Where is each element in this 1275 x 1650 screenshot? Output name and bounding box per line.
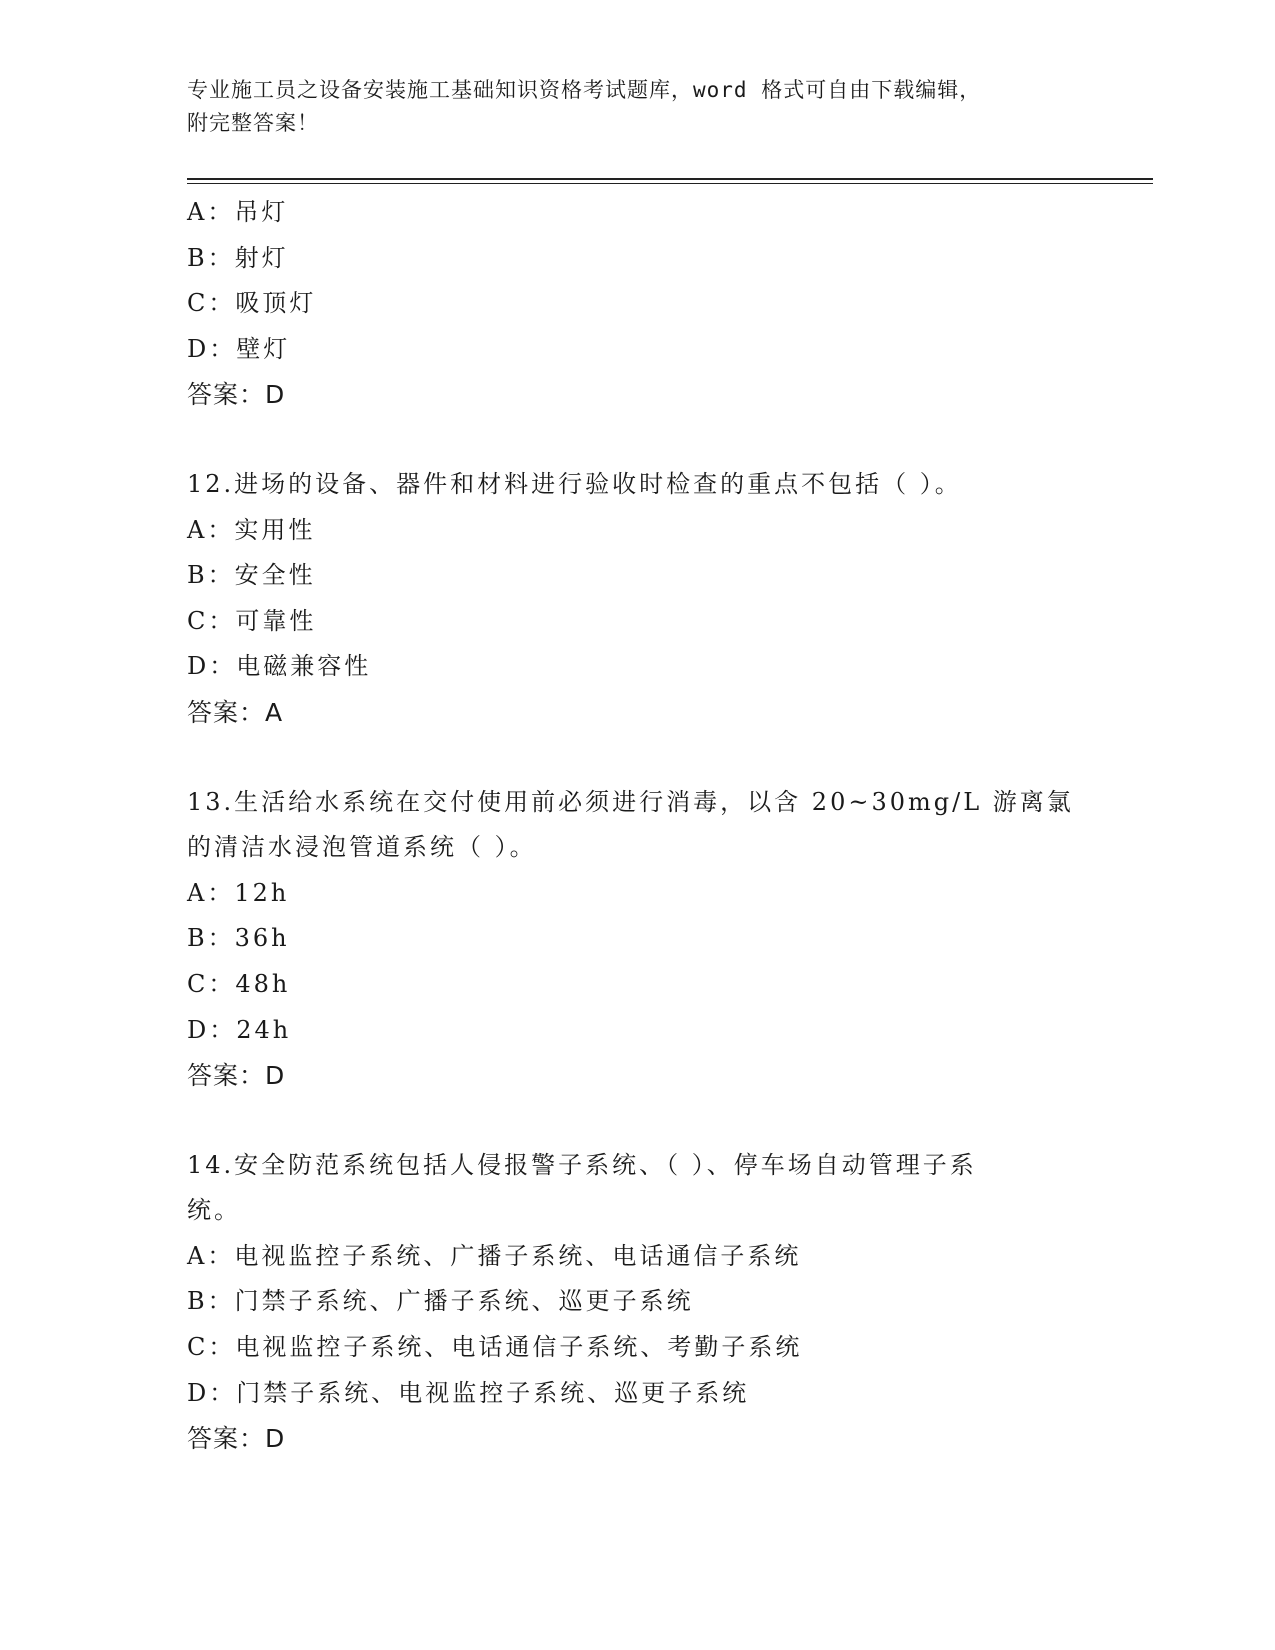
option-d: D：24h [187,1015,292,1044]
answer: 答案：D [187,1424,286,1454]
option-a: A：实用性 [187,515,316,544]
option-a: A：吊灯 [187,198,289,226]
question-11-continued [187,190,1087,418]
question-14 [187,1143,1087,1462]
answer: 答案：D [187,380,286,410]
spacer [187,1099,1087,1143]
header-line-2: 附完整答案！ [187,111,319,135]
option-a: A：12h [187,878,290,907]
option-b: B：安全性 [187,561,316,590]
option-c: C：48h [187,969,291,998]
document-header [187,74,1087,140]
question-13 [187,780,1087,1099]
question-text: 12.进场的设备、器件和材料进行验收时检查的重点不包括（ ）。 [187,469,962,498]
header-line-1: 专业施工员之设备安装施工基础知识资格考试题库，word 格式可自由下载编辑， [187,78,982,102]
option-a: A：电视监控子系统、广播子系统、电话通信子系统 [187,1241,802,1270]
header-divider-thick [187,178,1153,180]
question-text-continued: 的清洁水浸泡管道系统（ ）。 [187,833,537,862]
question-12 [187,462,1087,736]
question-text: 14.安全防范系统包括人侵报警子系统、（ ）、停车场自动管理子系 [187,1150,977,1179]
question-list [187,190,1087,1462]
option-d: D：电磁兼容性 [187,652,372,681]
answer: 答案：D [187,1061,286,1091]
option-b: B：射灯 [187,243,289,272]
option-c: C：吸顶灯 [187,289,317,318]
option-b: B：门禁子系统、广播子系统、巡更子系统 [187,1287,694,1316]
option-c: C：可靠性 [187,606,317,635]
header-divider-thin [187,183,1153,184]
spacer [187,736,1087,780]
option-d: D：门禁子系统、电视监控子系统、巡更子系统 [187,1378,750,1407]
option-d: D：壁灯 [187,334,291,363]
question-text-continued: 统。 [187,1196,241,1225]
spacer [187,418,1087,462]
answer: 答案：A [187,697,284,727]
question-text: 13.生活给水系统在交付使用前必须进行消毒，以含 20~30mg/L 游离氯 [187,787,1074,816]
option-c: C：电视监控子系统、电话通信子系统、考勤子系统 [187,1333,803,1362]
option-b: B：36h [187,924,290,953]
